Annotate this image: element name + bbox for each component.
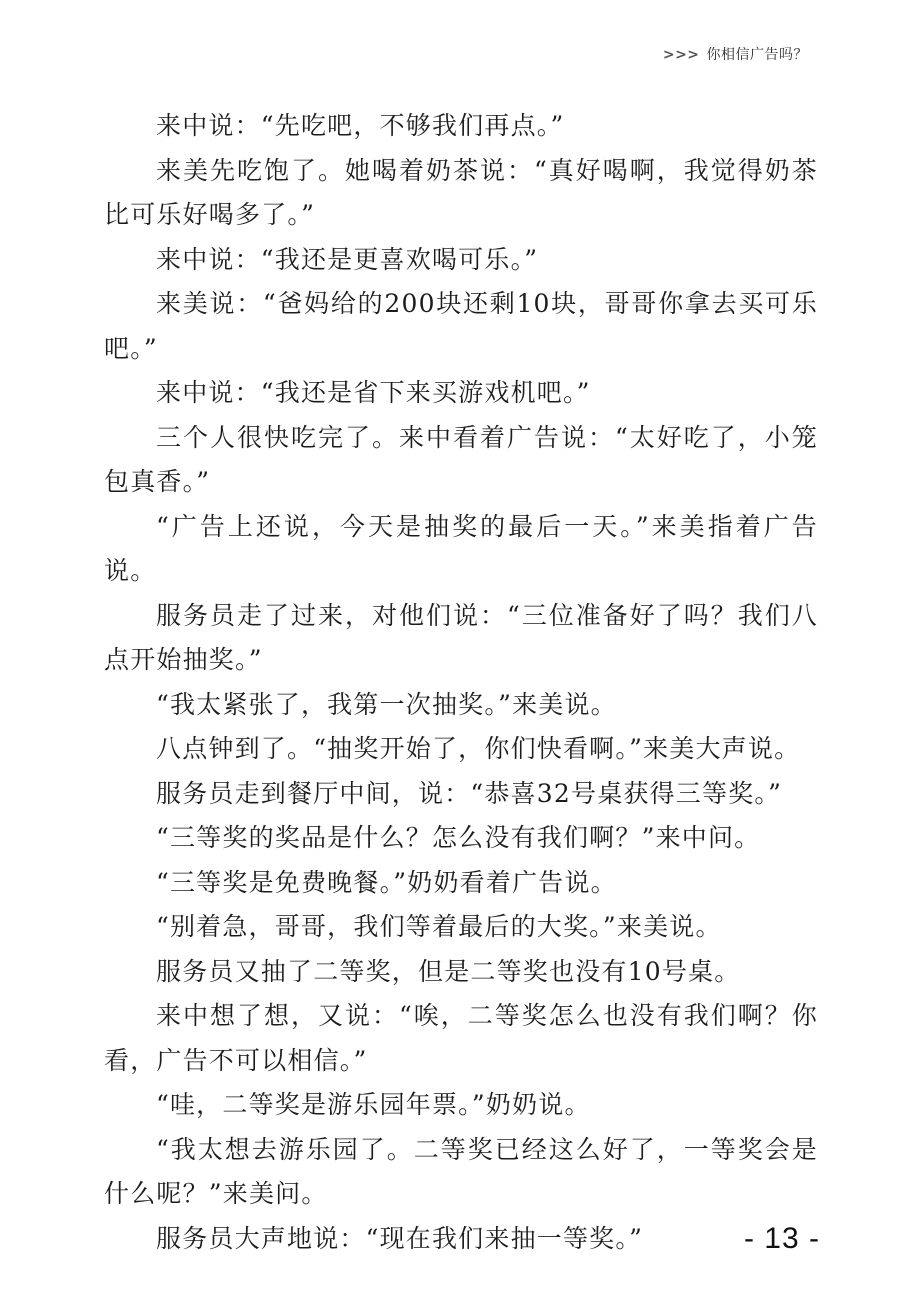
paragraph: “哇，二等奖是游乐园年票。”奶奶说。 bbox=[156, 1090, 591, 1119]
paragraph: “我太想去游乐园了。二等奖已经这么好了，一等奖会是什么呢？”来美问。 bbox=[104, 1134, 818, 1208]
paragraph: 服务员走到餐厅中间，说：“恭喜32号桌获得三等奖。” bbox=[156, 778, 783, 808]
paragraph: “我太紧张了，我第一次抽奖。”来美说。 bbox=[156, 689, 617, 719]
paragraph: “别着急，哥哥，我们等着最后的大奖。”来美说。 bbox=[156, 912, 722, 941]
paragraph: 服务员大声地说：“现在我们来抽一等奖。” bbox=[156, 1223, 644, 1253]
paragraph: “三等奖的奖品是什么？怎么没有我们啊？”来中问。 bbox=[156, 823, 761, 852]
paragraph: 八点钟到了。“抽奖开始了，你们快看啊。”来美大声说。 bbox=[156, 734, 801, 763]
paragraph: 三个人很快吃完了。来中看着广告说：“太好吃了，小笼包真香。” bbox=[104, 422, 818, 496]
paragraph: 来中说：“先吃吧，不够我们再点。” bbox=[156, 111, 565, 140]
story-text bbox=[104, 104, 818, 1261]
paragraph: 来中想了想，又说：“唉，二等奖怎么也没有我们啊？你看，广告不可以相信。” bbox=[104, 1001, 818, 1075]
paragraph: 服务员又抽了二等奖，但是二等奖也没有10号桌。 bbox=[156, 956, 741, 986]
paragraph: “三等奖是免费晚餐。”奶奶看着广告说。 bbox=[156, 867, 617, 897]
paragraph: 来美说：“爸妈给的200块还剩10块，哥哥你拿去买可乐吧。” bbox=[104, 289, 818, 363]
chapter-title: 你相信广告吗？ bbox=[706, 47, 808, 63]
running-header bbox=[663, 44, 808, 64]
paragraph: 来中说：“我还是省下来买游戏机吧。” bbox=[156, 378, 591, 407]
paragraph: 服务员走了过来，对他们说：“三位准备好了吗？我们八点开始抽奖。” bbox=[104, 600, 818, 674]
page-number: - 13 - bbox=[743, 1222, 820, 1255]
paragraph: “广告上还说，今天是抽奖的最后一天。”来美指着广告说。 bbox=[104, 511, 818, 585]
paragraph: 来美先吃饱了。她喝着奶茶说：“真好喝啊，我觉得奶茶比可乐好喝多了。” bbox=[104, 155, 818, 229]
header-arrows: >>> bbox=[662, 47, 700, 63]
paragraph: 来中说：“我还是更喜欢喝可乐。” bbox=[156, 244, 539, 274]
